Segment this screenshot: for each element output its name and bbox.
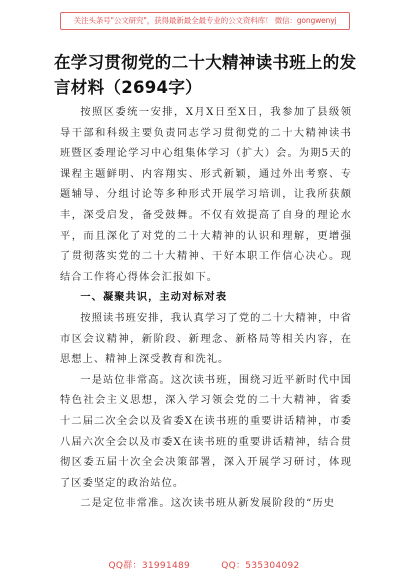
section-heading: 一、凝聚共识，主动对标对表 bbox=[80, 292, 228, 304]
intro-paragraph: 按照区委统一安排，X月X日至X日，我参加了县级领导干部和科级主要负责同志学习贯彻党的二十大精神读书班暨区委理论学习中心组集体学习（扩大）会。为期5天的课程主题鲜明、内容翔实、形式新颖，通过外出考察、专题辅导、分组讨论等多种形式开展学习培训，让我所获颇丰，深受启发，备受鼓舞。不仅有效提高了自身的理论水平，而且深化了对党的二十大精神的认识和理解，更增强了贯彻落实党的二十大精神、干好本职工作信心决心。现结合工作将心得体会汇报如下。 bbox=[60, 107, 352, 283]
section-paragraph: 二是定位非常准。这次读书班从新发展阶段的“历史 bbox=[80, 498, 336, 510]
section-paragraph: 按照读书班安排，我认真学习了党的二十大精神，中省市区会议精神，新阶段、新理念、新格局等相关内容，在思想上、精神上深受教育和洗礼。 bbox=[60, 312, 352, 366]
header-banner: 关注头条号"公文研究"，获得最新最全最专业的公文资料库！ 微信：gongwenyj bbox=[60, 12, 350, 30]
document-title: 在学习贯彻党的二十大精神读书班上的发言材料（2694字） bbox=[54, 53, 357, 97]
footer-qq: QQ：535304092 bbox=[221, 561, 300, 571]
section-paragraph: 一是站位非常高。这次读书班，围绕习近平新时代中国特色社会主义思想，深入学习领会党的二十大精神，省委十二届二次全会以及省委X在读书班的重要讲话精神，市委八届六次全会以及市委X在读书班的重要讲话精神，结合贯彻区委五届十次全会决策部署，深入开展学习研讨，体现了区委坚定的政治站位。 bbox=[60, 374, 352, 489]
document-body bbox=[60, 103, 352, 515]
footer-contact bbox=[0, 558, 408, 571]
footer-qq-group: QQ群：31991489 bbox=[108, 561, 191, 571]
